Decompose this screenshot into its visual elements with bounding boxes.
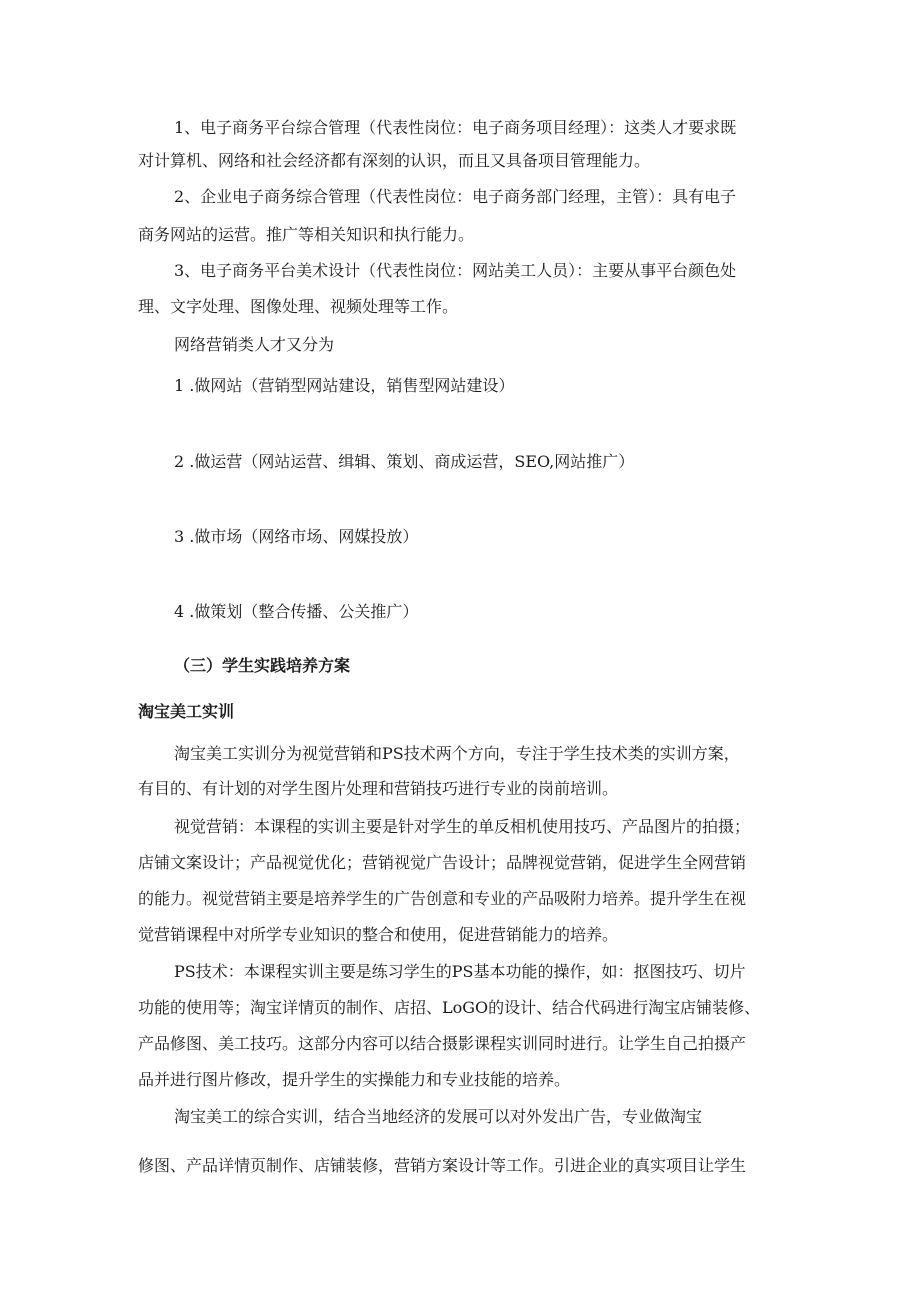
paragraph-2-line-2: 店铺文案设计；产品视觉优化；营销视觉广告设计；品牌视觉营销，促进学生全网营销 [138,853,747,872]
marketing-item-2: 2 .做运营（网站运营、缉辑、策划、商成运营，SEO,网站推广） [174,452,635,471]
paragraph-3-line-1: PS技术：本课程实训主要是练习学生的PS基本功能的操作，如：抠图技巧、切片 [174,962,746,981]
paragraph-3-line-4: 品并进行图片修改，提升学生的实操能力和专业技能的培养。 [138,1070,571,1089]
marketing-item-1: 1 .做网站（营销型网站建设，销售型网站建设） [174,376,515,395]
paragraph-4-line-1: 淘宝美工的综合实训，结合当地经济的发展可以对外发出广告，专业做淘宝 [174,1107,703,1126]
talent-item-2-line-1: 2、企业电子商务综合管理（代表性岗位：电子商务部门经理，主管）：具有电子 [174,187,737,206]
paragraph-1-line-2: 有目的、有计划的对学生图片处理和营销技巧进行专业的岗前培训。 [138,779,619,798]
talent-item-1-line-2: 对计算机、网络和社会经济都有深刻的认识，而且又具备项目管理能力。 [138,151,651,170]
paragraph-1-line-1: 淘宝美工实训分为视觉营销和PS技术两个方向，专注于学生技术类的实训方案， [174,744,740,763]
talent-item-1-line-1: 1、电子商务平台综合管理（代表性岗位：电子商务项目经理）：这类人才要求既 [174,118,737,137]
paragraph-3-line-3: 产品修图、美工技巧。这部分内容可以结合摄影课程实训同时进行。让学生自己拍摄产 [138,1034,747,1053]
paragraph-2-line-1: 视觉营销：本课程的实训主要是针对学生的单反相机使用技巧、产品图片的拍摄； [174,817,751,836]
talent-item-3-line-2: 理、文字处理、图像处理、视频处理等工作。 [138,297,459,316]
talent-item-3-line-1: 3、电子商务平台美术设计（代表性岗位：网站美工人员）：主要从事平台颜色处 [174,261,737,280]
paragraph-2-line-3: 的能力。视觉营销主要是培养学生的广告创意和专业的产品吸附力培养。提升学生在视 [138,889,747,908]
talent-item-2-line-2: 商务网站的运营。推广等相关知识和执行能力。 [138,225,475,244]
section-title: （三）学生实践培养方案 [174,656,351,675]
paragraph-3-line-2: 功能的使用等；淘宝详情页的制作、店招、LoGO的设计、结合代码进行淘宝店铺装修、 [138,998,761,1017]
marketing-intro: 网络营销类人才又分为 [174,335,335,354]
marketing-item-3: 3 .做市场（网络市场、网媒投放） [174,527,419,546]
section-subtitle: 淘宝美工实训 [138,702,235,721]
marketing-item-4: 4 .做策划（整合传播、公关推广） [174,602,419,621]
paragraph-4-line-2: 修图、产品详情页制作、店铺装修，营销方案设计等工作。引进企业的真实项目让学生 [138,1156,747,1175]
paragraph-2-line-4: 觉营销课程中对所学专业知识的整合和使用，促进营销能力的培养。 [138,925,619,944]
